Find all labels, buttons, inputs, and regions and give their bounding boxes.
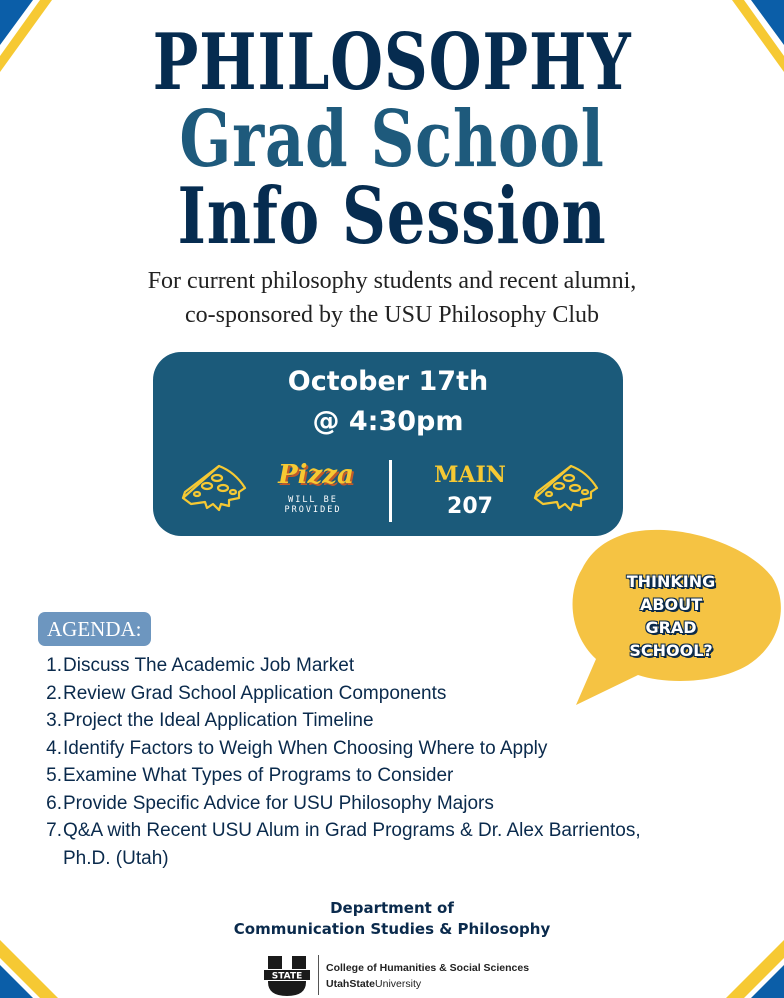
agenda-item-text: Provide Specific Advice for USU Philosophy Majors	[63, 792, 494, 814]
department-line-2: Communication Studies & Philosophy	[233, 920, 551, 938]
agenda-item-number: 4.	[46, 737, 62, 759]
agenda-item-text: Review Grad School Application Components	[63, 682, 447, 704]
agenda-item	[42, 680, 682, 708]
event-details-box	[153, 352, 623, 536]
agenda-item-number: 7.	[46, 820, 62, 841]
university-name-regular: University	[375, 978, 422, 990]
subtitle-line-2: co-sponsored by the USU Philosophy Club	[185, 302, 599, 328]
university-name-bold: UtahState	[326, 978, 376, 990]
agenda-item-number: 5.	[46, 765, 62, 786]
title-grad-school: Grad School	[179, 94, 605, 185]
bubble-line-2: ABOUT	[639, 595, 703, 614]
bubble-line-1: THINKING	[626, 572, 716, 591]
agenda-label: AGENDA:	[38, 612, 151, 646]
pizza-sub-line-2: PROVIDED	[284, 505, 342, 515]
pizza-slice-icon	[531, 462, 603, 514]
agenda-item-number: 1.	[46, 655, 62, 676]
title-info-session: Info Session	[177, 171, 607, 262]
agenda-list	[42, 652, 682, 872]
agenda-item-number: 6.	[46, 792, 62, 814]
pizza-sub-line-1: WILL BE	[288, 495, 338, 505]
pizza-slice-icon	[179, 462, 251, 514]
logo-state-text: STATE	[271, 971, 303, 982]
room-building: MAIN	[434, 462, 506, 488]
pizza-provided-text	[257, 495, 369, 515]
room-number: 207	[447, 494, 493, 519]
subtitle-line-1: For current philosophy students and recent alumni,	[147, 268, 637, 294]
subtitle	[0, 264, 784, 332]
title-philosophy: PHILOSOPHY	[152, 17, 632, 108]
pizza-label: Pizza	[278, 460, 354, 490]
corner-bottom-left	[0, 940, 58, 998]
agenda-item	[42, 652, 682, 680]
bubble-line-4: SCHOOL?	[629, 641, 713, 660]
agenda-item-text: Identify Factors to Weigh When Choosing Where to Apply	[63, 737, 548, 759]
agenda-item-text: Discuss The Academic Job Market	[63, 655, 355, 676]
agenda-item-text: Examine What Types of Programs to Consider	[63, 765, 454, 786]
agenda-item-text: Project the Ideal Application Timeline	[63, 710, 374, 731]
event-date: October 17th	[287, 366, 489, 397]
corner-top-left	[0, 0, 52, 72]
bubble-text	[596, 570, 746, 662]
corner-bottom-right	[726, 940, 784, 998]
agenda-item-number: 2.	[46, 682, 62, 704]
agenda-item	[42, 735, 682, 763]
bubble-line-3: GRAD	[645, 618, 697, 637]
university-name	[326, 978, 421, 990]
college-name: College of Humanities & Social Sciences	[326, 962, 530, 974]
usu-state-logo	[262, 956, 312, 996]
department-name	[0, 898, 784, 940]
vertical-divider	[389, 460, 392, 522]
logo-divider	[318, 955, 319, 995]
agenda-item-number: 3.	[46, 710, 62, 731]
agenda-item	[42, 790, 682, 818]
event-time: @ 4:30pm	[312, 406, 464, 437]
corner-top-right	[732, 0, 784, 72]
agenda-item	[42, 817, 682, 872]
department-line-1: Department of	[330, 899, 454, 917]
agenda-item	[42, 762, 682, 790]
agenda-item-text: Q&A with Recent USU Alum in Grad Programs & Dr. Alex Barrientos, Ph.D. (Utah)	[63, 820, 641, 869]
agenda-item	[42, 707, 682, 735]
